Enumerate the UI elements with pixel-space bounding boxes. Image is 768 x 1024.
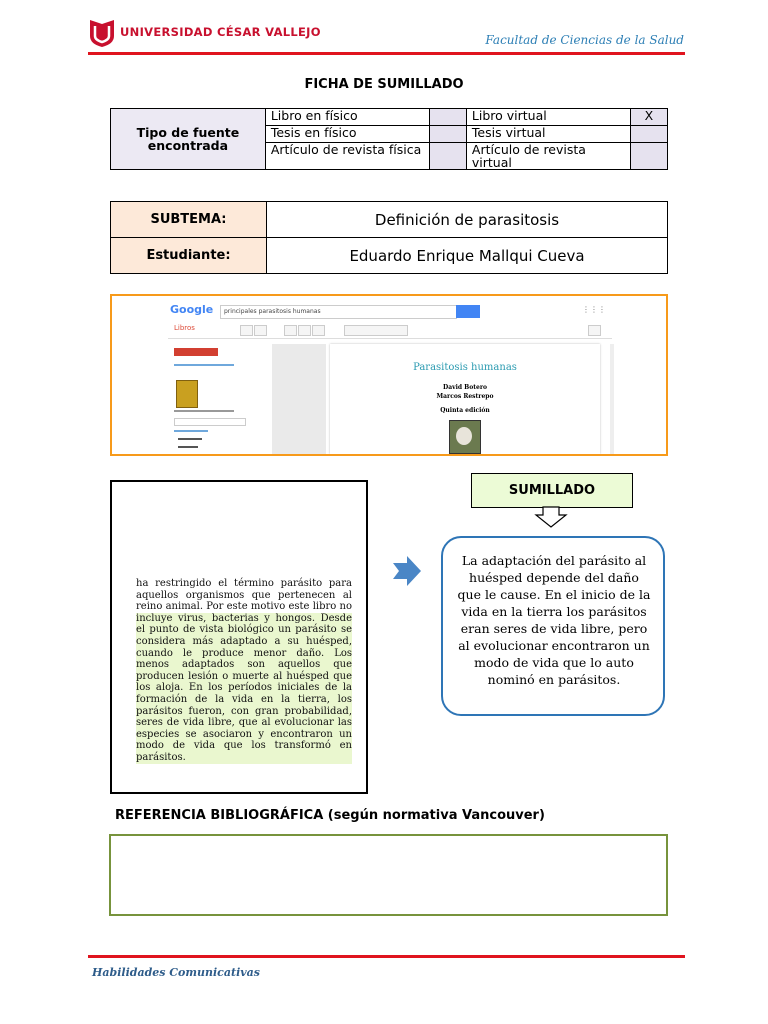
search-button: [456, 305, 480, 318]
zoom-in-icon: [254, 325, 267, 336]
option-libro-virtual: Libro virtual: [466, 109, 630, 126]
book-meta-line: [174, 410, 234, 412]
apps-grid-icon: ⋮⋮⋮: [582, 305, 606, 314]
book-title: Parasitosis humanas: [413, 362, 517, 373]
book-author-2: Marcos Restrepo: [436, 393, 494, 400]
estudiante-value[interactable]: Eduardo Enrique Mallqui Cueva: [267, 238, 668, 274]
right-arrow-icon: [391, 555, 423, 587]
book-cover-image: [449, 420, 481, 454]
footer-course-name: Habilidades Comunicativas: [92, 966, 260, 979]
subtema-label: SUBTEMA:: [111, 202, 267, 238]
subtema-value[interactable]: Definición de parasitosis: [267, 202, 668, 238]
my-history-link: [178, 446, 198, 448]
check-tesis-fisico[interactable]: [429, 126, 466, 143]
check-libro-fisico[interactable]: [429, 109, 466, 126]
viewer-scrollbar: [610, 344, 614, 454]
estudiante-label: Estudiante:: [111, 238, 267, 274]
university-name: UNIVERSIDAD CÉSAR VALLEJO: [120, 25, 321, 39]
my-library-link: [178, 438, 202, 440]
prev-page-icon: [588, 325, 601, 336]
books-sidebar: [170, 344, 262, 454]
fullscreen-icon: [312, 325, 325, 336]
print-copy-link: [174, 364, 234, 366]
books-section-label: Libros: [174, 324, 195, 332]
check-articulo-virtual[interactable]: [630, 143, 667, 170]
buy-ebook-button: [174, 348, 218, 356]
down-arrow-icon: [534, 506, 568, 528]
faculty-name: Facultad de Ciencias de la Salud: [485, 33, 684, 47]
search-in-book-input: [174, 418, 246, 426]
about-book-link: [174, 430, 208, 432]
reference-title: REFERENCIA BIBLIOGRÁFICA (según normativa Vancouver): [115, 808, 545, 823]
footer-divider: [88, 955, 685, 958]
source-type-table: [110, 108, 668, 170]
option-tesis-fisico: Tesis en físico: [265, 126, 429, 143]
book-author-1: David Botero: [443, 384, 487, 391]
reference-input-box[interactable]: [109, 834, 668, 916]
option-articulo-virtual: Artículo de revista virtual: [466, 143, 630, 170]
book-excerpt-text: ha restringido el término parásito para aquellos organismos que pertenecen al reino animal. Por este motivo este libro no incluye virus, bacterias y hongos. Desde el punto de vista biológico un parásito se considera más adaptado a su huésped, cuando le produce menor daño. Los menos adaptados son aquellos que producen lesión o muerte al huésped que los aloja. En los períodos iniciales de la formación de la vida en la tierra, los parásitos fueron, con gran probabilidad, seres de vida libre, que al evolucionar las especies se asociaron y encontraron un modo de vida que los transformó en parásitos.: [136, 578, 352, 763]
sumillado-summary-box: [441, 536, 665, 716]
zoom-out-icon: [240, 325, 253, 336]
ucv-logo-icon: [88, 18, 116, 48]
previous-page-preview: [272, 344, 326, 454]
check-articulo-fisico[interactable]: [429, 143, 466, 170]
cat-image: [456, 427, 472, 445]
option-articulo-fisico: Artículo de revista física: [265, 143, 429, 170]
google-logo: Google: [170, 303, 214, 316]
book-excerpt-page: [110, 480, 368, 794]
subtema-table: [110, 201, 668, 274]
source-type-header: Tipo de fuente encontrada: [111, 109, 266, 170]
google-search-bar: [168, 301, 612, 321]
check-tesis-virtual[interactable]: [630, 126, 667, 143]
book-page-preview: [330, 344, 600, 454]
option-tesis-virtual: Tesis virtual: [466, 126, 630, 143]
form-title: FICHA DE SUMILLADO: [304, 77, 464, 92]
page-view-icon: [284, 325, 297, 336]
sumillado-text[interactable]: La adaptación del parásito al huésped depende del daño que le cause. En el inicio de la vida en la tierra los parásitos eran seres de vida libre, pero al evolucionar encontraron un modo de vida que lo auto nominó en parásitos.: [457, 553, 651, 687]
books-toolbar: [168, 322, 612, 339]
library-dropdown: [344, 325, 408, 336]
search-input: principales parasitosis humanas: [220, 305, 457, 319]
google-books-screenshot: [110, 294, 668, 456]
book-cover-thumbnail: [176, 380, 198, 408]
book-edition: Quinta edición: [440, 407, 490, 414]
option-libro-fisico: Libro en físico: [265, 109, 429, 126]
two-page-icon: [298, 325, 311, 336]
header-divider: [88, 52, 685, 55]
university-logo: [88, 18, 321, 50]
sumillado-title: SUMILLADO: [471, 473, 633, 508]
check-libro-virtual[interactable]: X: [630, 109, 667, 126]
